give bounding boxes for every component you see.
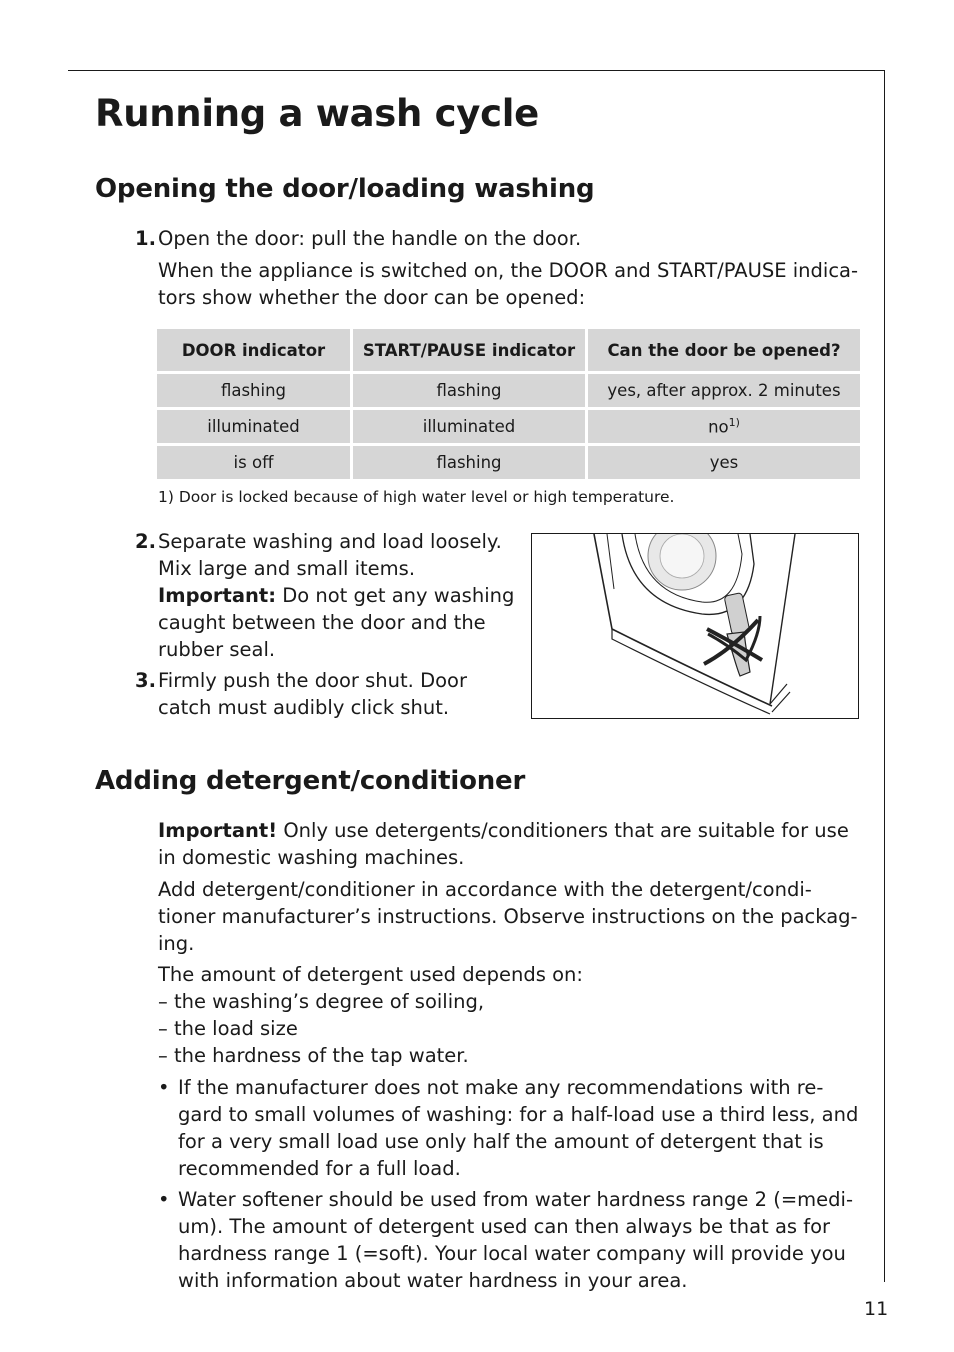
amount-intro: The amount of detergent used depends on: [158,963,583,986]
table-cell-text: no [708,417,729,437]
right-rule [884,70,885,1282]
door-loading-illustration [531,533,859,719]
list-item: – the load size [158,1017,298,1040]
amount-factors-list [158,988,484,1069]
important-label: Important! [158,819,278,842]
footnote-marker: 1) [158,488,174,506]
important-text: Only use detergents/conditioners that are suitable for use [277,819,849,842]
footnote [158,488,674,506]
table-cell: is off [157,446,353,479]
bullet-dot: • [158,1188,170,1211]
detergent-para-line: tioner manufacturer’s instructions. Observe instructions on the packag- [158,905,858,928]
bullet-dot: • [158,1076,170,1099]
bullet-item [158,1074,860,1182]
section-heading-opening-door: Opening the door/loading washing [95,174,595,204]
table-row [157,410,860,443]
step3-line: catch must audibly click shut. [158,696,450,719]
step1-text: Open the door: pull the handle on the door. [158,227,582,250]
important-label: Important: [158,584,277,607]
bullet-item [158,1186,860,1294]
step2-line: caught between the door and the [158,611,486,634]
page-title: Running a wash cycle [95,92,539,135]
table-cell: flashing [353,374,588,407]
bullet-line: hardness range 1 (=soft). Your local water company will provide you [178,1242,846,1265]
table-cell: flashing [157,374,353,407]
step-number: 2. [135,530,156,553]
table-cell: yes [588,446,860,479]
footnote-reference: 1) [728,416,740,430]
table-header: START/PAUSE indicator [353,329,588,371]
table-cell: illuminated [353,410,588,443]
page-number: 11 [864,1298,889,1320]
detergent-para-line: Add detergent/conditioner in accordance with the detergent/condi- [158,878,812,901]
table-cell: flashing [353,446,588,479]
list-item: – the washing’s degree of soiling, [158,990,485,1013]
table-cell: yes, after approx. 2 minutes [588,374,860,407]
step-number: 1. [135,227,156,250]
bullet-line: with information about water hardness in your area. [178,1269,688,1292]
table-row [157,374,860,407]
washing-machine-door-drawing [532,534,858,718]
bullet-line: gard to small volumes of washing: for a half-load use a third less, and [178,1103,859,1126]
top-rule [68,70,885,71]
step1-detail-line: When the appliance is switched on, the DOOR and START/PAUSE indica- [158,259,859,282]
step2-line: Mix large and small items. [158,557,416,580]
bullet-line: for a very small load use only half the amount of detergent that is [178,1130,824,1153]
step3-line: Firmly push the door shut. Door [158,669,467,692]
step2-important-text: Do not get any washing [276,584,515,607]
bullet-line: If the manufacturer does not make any recommendations with re- [178,1076,824,1099]
table-row [157,446,860,479]
detergent-para-line: ing. [158,932,195,955]
bullet-line: recommended for a full load. [178,1157,461,1180]
step2-important [158,582,514,609]
table-header: DOOR indicator [157,329,353,371]
list-item: – the hardness of the tap water. [158,1044,469,1067]
important-note-line: in domestic washing machines. [158,846,465,869]
step1-detail-line: tors show whether the door can be opened: [158,286,586,309]
step2-line: Separate washing and load loosely. [158,530,502,553]
step-number: 3. [135,669,156,692]
footnote-text: Door is locked because of high water level or high temperature. [178,488,675,506]
door-indicator-table [157,326,860,482]
section-heading-adding-detergent: Adding detergent/conditioner [95,766,526,796]
bullet-line: um). The amount of detergent used can then always be that as for [178,1215,831,1238]
table-header: Can the door be opened? [588,329,860,371]
table-cell: illuminated [157,410,353,443]
step2-line: rubber seal. [158,638,276,661]
table-cell [588,410,860,443]
bullet-line: Water softener should be used from water hardness range 2 (=medi- [178,1188,853,1211]
important-note [158,817,849,844]
